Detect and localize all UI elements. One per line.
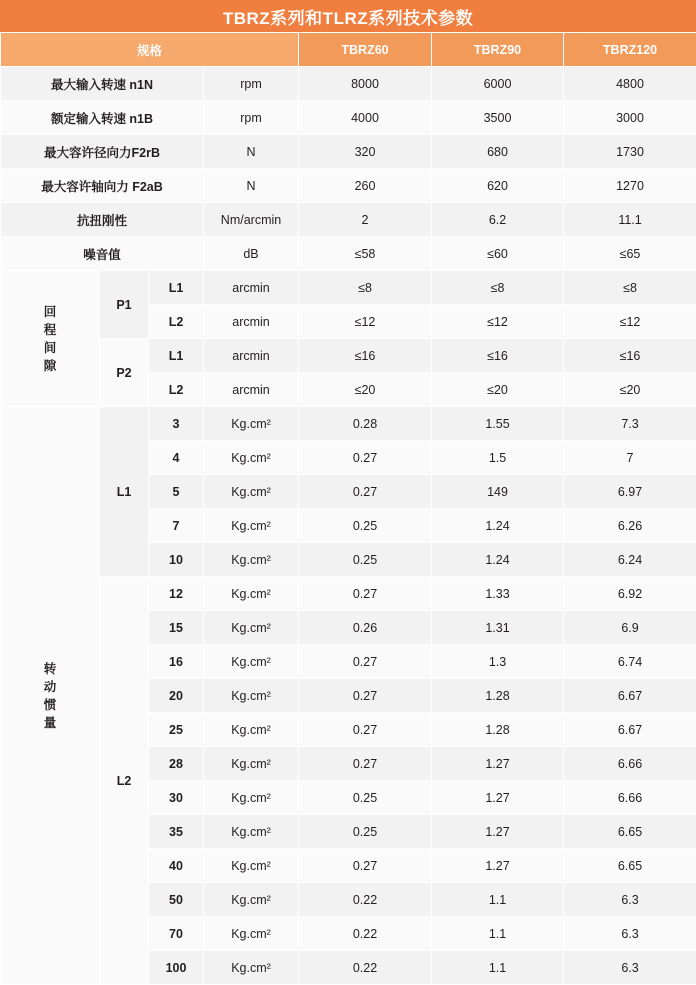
row-value-0: 0.22 bbox=[299, 917, 432, 951]
row-value-0: 0.25 bbox=[299, 815, 432, 849]
row-value-0: ≤16 bbox=[299, 339, 432, 373]
row-unit: Kg.cm² bbox=[204, 815, 299, 849]
row-unit: N bbox=[204, 169, 299, 203]
row-label: 额定输入转速 n1B bbox=[1, 101, 204, 135]
row-stage: 30 bbox=[149, 781, 204, 815]
row-unit: arcmin bbox=[204, 373, 299, 407]
row-value-0: 0.25 bbox=[299, 509, 432, 543]
row-value-0: 0.28 bbox=[299, 407, 432, 441]
row-stage: 12 bbox=[149, 577, 204, 611]
row-stage: 7 bbox=[149, 509, 204, 543]
row-value-2: 6.74 bbox=[564, 645, 696, 679]
row-label: 抗扭刚性 bbox=[1, 203, 204, 237]
row-unit: arcmin bbox=[204, 271, 299, 305]
row-stage: L1 bbox=[149, 339, 204, 373]
row-value-1: 1.27 bbox=[432, 747, 564, 781]
row-value-0: 0.22 bbox=[299, 883, 432, 917]
table-row bbox=[1, 407, 696, 441]
row-unit: Kg.cm² bbox=[204, 917, 299, 951]
row-value-2: 4800 bbox=[564, 67, 696, 101]
row-unit: Kg.cm² bbox=[204, 577, 299, 611]
row-value-2: ≤20 bbox=[564, 373, 696, 407]
row-stage: L2 bbox=[149, 373, 204, 407]
header-spec-label: 规格 bbox=[1, 33, 299, 67]
row-value-1: 1.28 bbox=[432, 713, 564, 747]
row-stage: 100 bbox=[149, 951, 204, 985]
row-value-2: 6.65 bbox=[564, 815, 696, 849]
row-unit: Kg.cm² bbox=[204, 441, 299, 475]
row-value-2: 11.1 bbox=[564, 203, 696, 237]
row-stage: 25 bbox=[149, 713, 204, 747]
row-value-0: 0.25 bbox=[299, 781, 432, 815]
row-value-0: 8000 bbox=[299, 67, 432, 101]
row-value-1: 6000 bbox=[432, 67, 564, 101]
row-unit: rpm bbox=[204, 101, 299, 135]
group-label-backlash: 回 程 间 隙 bbox=[1, 271, 100, 407]
row-value-1: ≤60 bbox=[432, 237, 564, 271]
row-value-2: 6.26 bbox=[564, 509, 696, 543]
inertia-subgroup-l2: L2 bbox=[100, 577, 149, 985]
header-model-2: TBRZ120 bbox=[564, 33, 696, 67]
row-label: 最大容许径向力F2rB bbox=[1, 135, 204, 169]
row-unit: Kg.cm² bbox=[204, 747, 299, 781]
row-stage: 15 bbox=[149, 611, 204, 645]
row-value-1: 1.55 bbox=[432, 407, 564, 441]
row-unit: Kg.cm² bbox=[204, 679, 299, 713]
row-value-0: 0.22 bbox=[299, 951, 432, 985]
row-value-0: 2 bbox=[299, 203, 432, 237]
backlash-subgroup-p1: P1 bbox=[100, 271, 149, 339]
row-value-1: ≤20 bbox=[432, 373, 564, 407]
row-unit: Kg.cm² bbox=[204, 475, 299, 509]
row-unit: Kg.cm² bbox=[204, 849, 299, 883]
row-stage: 40 bbox=[149, 849, 204, 883]
row-value-2: 7 bbox=[564, 441, 696, 475]
row-unit: Kg.cm² bbox=[204, 713, 299, 747]
row-value-1: 3500 bbox=[432, 101, 564, 135]
table-row bbox=[1, 339, 696, 373]
row-value-0: 0.27 bbox=[299, 679, 432, 713]
row-stage: 4 bbox=[149, 441, 204, 475]
row-value-0: 0.27 bbox=[299, 475, 432, 509]
row-value-2: 6.67 bbox=[564, 713, 696, 747]
row-value-1: ≤16 bbox=[432, 339, 564, 373]
row-unit: arcmin bbox=[204, 305, 299, 339]
header-model-1: TBRZ90 bbox=[432, 33, 564, 67]
row-value-2: 6.66 bbox=[564, 781, 696, 815]
row-value-1: 1.33 bbox=[432, 577, 564, 611]
row-value-2: 6.24 bbox=[564, 543, 696, 577]
row-value-1: 1.27 bbox=[432, 849, 564, 883]
row-stage: 10 bbox=[149, 543, 204, 577]
title-bar bbox=[0, 0, 696, 32]
row-value-1: 1.3 bbox=[432, 645, 564, 679]
row-value-0: 0.26 bbox=[299, 611, 432, 645]
table-header-row bbox=[1, 33, 696, 67]
row-unit: Kg.cm² bbox=[204, 645, 299, 679]
row-value-2: ≤65 bbox=[564, 237, 696, 271]
table-row bbox=[1, 67, 696, 101]
specifications-table bbox=[0, 32, 696, 985]
row-unit: Kg.cm² bbox=[204, 543, 299, 577]
table-row bbox=[1, 271, 696, 305]
row-unit: Kg.cm² bbox=[204, 951, 299, 985]
row-value-1: 1.24 bbox=[432, 509, 564, 543]
table-body bbox=[1, 67, 696, 985]
row-stage: 20 bbox=[149, 679, 204, 713]
row-value-2: ≤12 bbox=[564, 305, 696, 339]
table-row bbox=[1, 101, 696, 135]
row-value-0: 0.27 bbox=[299, 441, 432, 475]
row-unit: Kg.cm² bbox=[204, 407, 299, 441]
row-value-0: 260 bbox=[299, 169, 432, 203]
row-unit: arcmin bbox=[204, 339, 299, 373]
row-value-0: 4000 bbox=[299, 101, 432, 135]
row-stage: 28 bbox=[149, 747, 204, 781]
row-value-2: ≤16 bbox=[564, 339, 696, 373]
row-value-2: 6.3 bbox=[564, 951, 696, 985]
inertia-subgroup-l1: L1 bbox=[100, 407, 149, 577]
row-value-2: 1730 bbox=[564, 135, 696, 169]
row-stage: 70 bbox=[149, 917, 204, 951]
row-value-2: 6.3 bbox=[564, 917, 696, 951]
row-value-1: 1.24 bbox=[432, 543, 564, 577]
row-stage: L2 bbox=[149, 305, 204, 339]
row-stage: 5 bbox=[149, 475, 204, 509]
row-unit: Nm/arcmin bbox=[204, 203, 299, 237]
row-label: 最大容许轴向力 F2aB bbox=[1, 169, 204, 203]
row-value-1: 1.27 bbox=[432, 781, 564, 815]
row-value-2: 3000 bbox=[564, 101, 696, 135]
backlash-subgroup-p2: P2 bbox=[100, 339, 149, 407]
row-value-1: 680 bbox=[432, 135, 564, 169]
row-value-1: 6.2 bbox=[432, 203, 564, 237]
row-value-1: 1.5 bbox=[432, 441, 564, 475]
row-label: 噪音值 bbox=[1, 237, 204, 271]
row-value-2: 6.9 bbox=[564, 611, 696, 645]
row-value-1: 620 bbox=[432, 169, 564, 203]
row-unit: dB bbox=[204, 237, 299, 271]
table-row bbox=[1, 237, 696, 271]
row-unit: rpm bbox=[204, 67, 299, 101]
row-value-2: 6.66 bbox=[564, 747, 696, 781]
table-row bbox=[1, 203, 696, 237]
row-value-1: 1.28 bbox=[432, 679, 564, 713]
row-value-0: 0.27 bbox=[299, 713, 432, 747]
row-value-2: 6.67 bbox=[564, 679, 696, 713]
row-value-0: ≤8 bbox=[299, 271, 432, 305]
page-title: TBRZ系列和TLRZ系列技术参数 bbox=[223, 4, 473, 29]
row-value-2: ≤8 bbox=[564, 271, 696, 305]
row-value-2: 6.97 bbox=[564, 475, 696, 509]
row-value-2: 6.3 bbox=[564, 883, 696, 917]
row-value-0: 0.25 bbox=[299, 543, 432, 577]
row-value-1: ≤12 bbox=[432, 305, 564, 339]
row-value-1: 149 bbox=[432, 475, 564, 509]
row-value-2: 1270 bbox=[564, 169, 696, 203]
row-label: 最大输入转速 n1N bbox=[1, 67, 204, 101]
row-value-0: 0.27 bbox=[299, 577, 432, 611]
row-stage: 35 bbox=[149, 815, 204, 849]
row-value-2: 6.92 bbox=[564, 577, 696, 611]
row-unit: Kg.cm² bbox=[204, 781, 299, 815]
row-value-0: ≤12 bbox=[299, 305, 432, 339]
table-row bbox=[1, 135, 696, 169]
row-value-2: 7.3 bbox=[564, 407, 696, 441]
row-stage: 16 bbox=[149, 645, 204, 679]
table-row bbox=[1, 577, 696, 611]
row-stage: L1 bbox=[149, 271, 204, 305]
table-row bbox=[1, 169, 696, 203]
row-stage: 3 bbox=[149, 407, 204, 441]
row-value-1: 1.1 bbox=[432, 883, 564, 917]
header-model-0: TBRZ60 bbox=[299, 33, 432, 67]
row-value-0: ≤58 bbox=[299, 237, 432, 271]
row-stage: 50 bbox=[149, 883, 204, 917]
group-label-inertia: 转 动 惯 量 bbox=[1, 407, 100, 985]
row-value-1: 1.27 bbox=[432, 815, 564, 849]
row-value-0: ≤20 bbox=[299, 373, 432, 407]
row-value-1: 1.31 bbox=[432, 611, 564, 645]
row-value-1: 1.1 bbox=[432, 951, 564, 985]
row-unit: N bbox=[204, 135, 299, 169]
row-value-2: 6.65 bbox=[564, 849, 696, 883]
row-value-1: 1.1 bbox=[432, 917, 564, 951]
row-unit: Kg.cm² bbox=[204, 509, 299, 543]
row-value-1: ≤8 bbox=[432, 271, 564, 305]
row-value-0: 0.27 bbox=[299, 849, 432, 883]
row-unit: Kg.cm² bbox=[204, 611, 299, 645]
row-unit: Kg.cm² bbox=[204, 883, 299, 917]
row-value-0: 0.27 bbox=[299, 747, 432, 781]
row-value-0: 320 bbox=[299, 135, 432, 169]
row-value-0: 0.27 bbox=[299, 645, 432, 679]
